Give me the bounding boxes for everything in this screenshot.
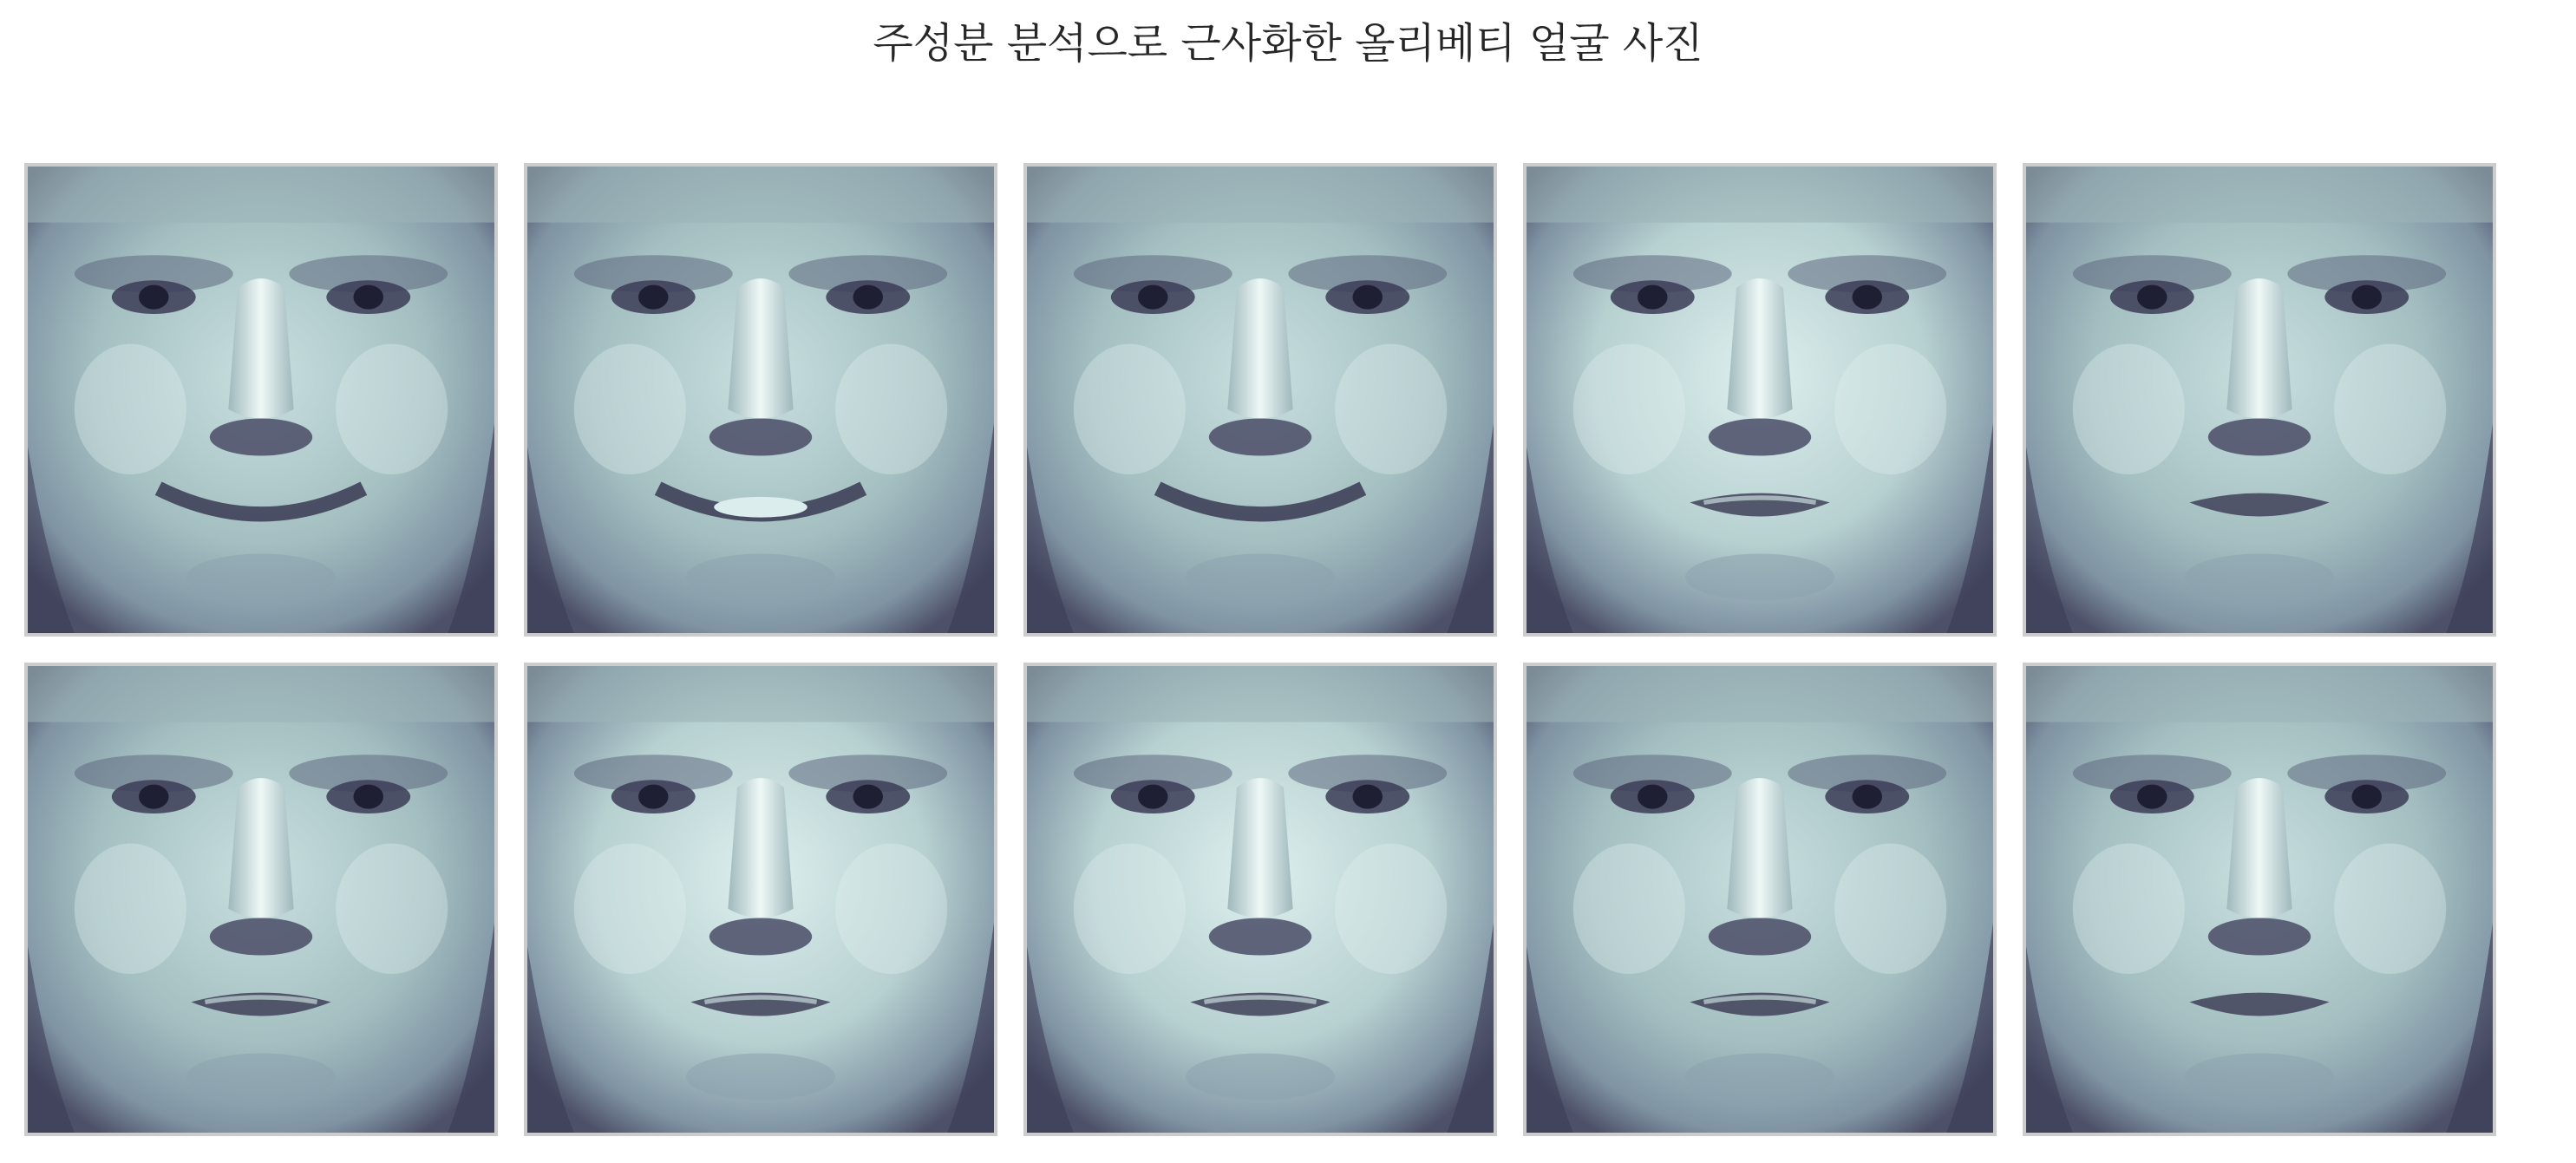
face-tile <box>1523 663 1997 1136</box>
face-tile <box>1523 163 1997 637</box>
face-image <box>2026 666 2493 1133</box>
face-image <box>1527 167 1993 633</box>
face-grid <box>24 163 2553 1139</box>
face-tile <box>1023 163 1497 637</box>
face-image <box>28 167 494 633</box>
face-tile <box>24 663 498 1136</box>
face-image <box>527 666 994 1133</box>
face-image <box>2026 167 2493 633</box>
face-image <box>1027 167 1494 633</box>
face-tile <box>1023 663 1497 1136</box>
face-tile <box>2023 163 2496 637</box>
face-image <box>1527 666 1993 1133</box>
figure-title: 주성분 분석으로 근사화한 올리베티 얼굴 사진 <box>873 19 1703 68</box>
face-tile <box>524 663 997 1136</box>
face-image <box>28 666 494 1133</box>
face-tile <box>2023 663 2496 1136</box>
face-tile <box>524 163 997 637</box>
face-image <box>1027 666 1494 1133</box>
face-image <box>527 167 994 633</box>
face-tile <box>24 163 498 637</box>
